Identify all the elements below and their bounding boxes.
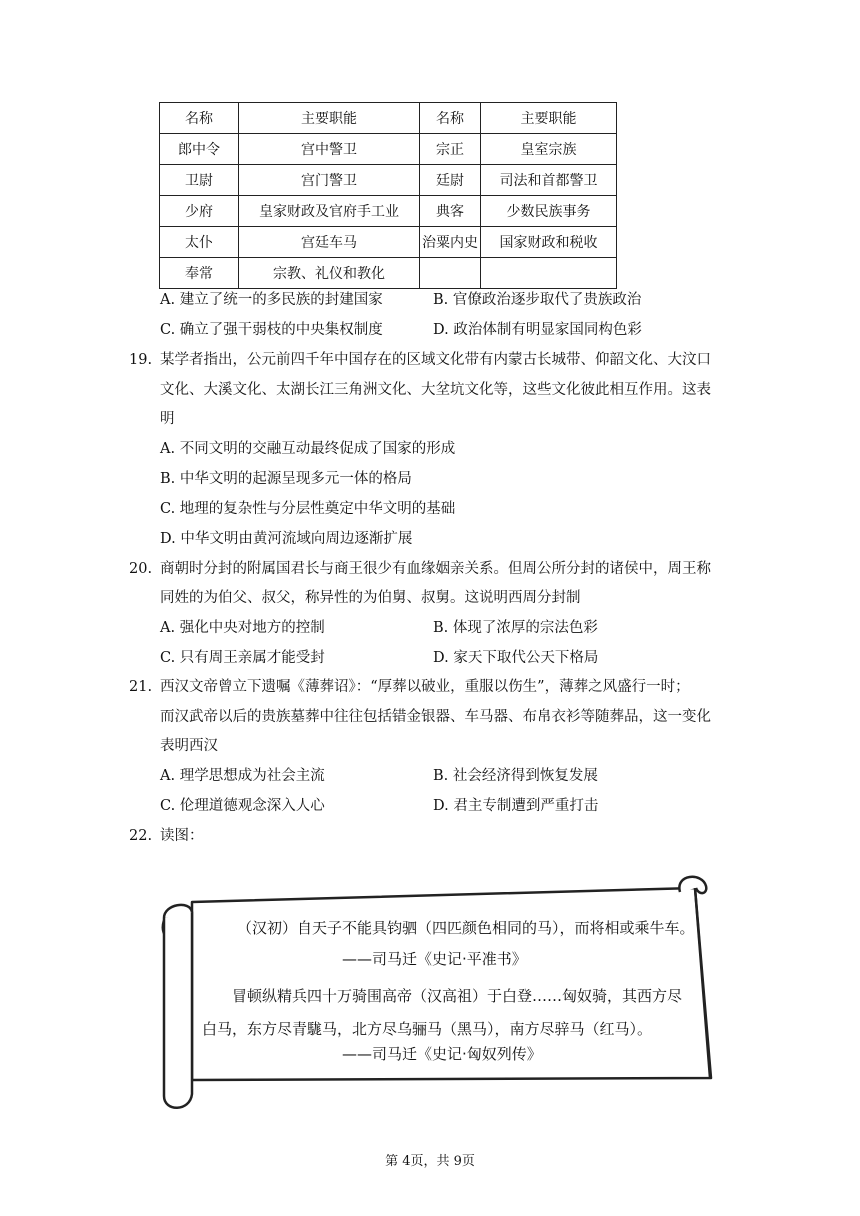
table-cell: 少府 <box>160 196 239 227</box>
table-cell: 皇室宗族 <box>481 134 617 165</box>
page-footer: 第 4页，共 9页 <box>385 1154 475 1169</box>
q19-option-a: A. 不同文明的交融互动最终促成了国家的形成 <box>160 441 456 457</box>
q19-option-d: D. 中华文明由黄河流域向周边逐渐扩展 <box>160 531 413 547</box>
q22-stem: 读图： <box>160 828 204 844</box>
table-cell: 郎中令 <box>160 134 239 165</box>
q20-option-c: C. 只有周王亲属才能受封 <box>160 650 325 666</box>
table-cell: 主要职能 <box>239 103 420 134</box>
table-cell: 宗正 <box>420 134 481 165</box>
officials-table <box>159 102 617 289</box>
q20-stem-line: 商朝时分封的附属国君长与商王很少有血缘姻亲关系。但周公所分封的诸侯中，周王称 <box>160 561 711 577</box>
table-row <box>160 134 617 165</box>
table-cell: 治粟内史 <box>420 227 481 258</box>
table-cell: 宗教、礼仪和教化 <box>239 258 420 289</box>
q18-option-b: B. 官僚政治逐步取代了贵族政治 <box>433 292 642 308</box>
q21-option-d: D. 君主专制遭到严重打击 <box>433 798 599 814</box>
table-row <box>160 165 617 196</box>
table-cell: 少数民族事务 <box>481 196 617 227</box>
scroll-quote-1: （汉初）自天子不能具钧驷（四匹颜色相同的马），而将相或乘牛车。 <box>237 919 695 937</box>
q19-stem-line: 明 <box>160 411 175 427</box>
table-cell: 宫中警卫 <box>239 134 420 165</box>
table-cell: 卫尉 <box>160 165 239 196</box>
q20-option-b: B. 体现了浓厚的宗法色彩 <box>433 620 598 636</box>
table-cell: 宫廷车马 <box>239 227 420 258</box>
table-row <box>160 196 617 227</box>
q21-option-c: C. 伦理道德观念深入人心 <box>160 798 325 814</box>
table-cell: 太仆 <box>160 227 239 258</box>
scroll-source-1: ——司马迁《史记·平准书》 <box>342 950 527 968</box>
q19-option-b: B. 中华文明的起源呈现多元一体的格局 <box>160 471 412 487</box>
table-row <box>160 258 617 289</box>
table-row <box>160 227 617 258</box>
table-cell <box>420 258 481 289</box>
table-cell: 皇家财政及官府手工业 <box>239 196 420 227</box>
q18-option-c: C. 确立了强干弱枝的中央集权制度 <box>160 322 383 338</box>
q21-option-b: B. 社会经济得到恢复发展 <box>433 768 598 784</box>
q21-stem-line: 西汉文帝曾立下遗嘱《薄葬诏》：“厚葬以破业，重服以伤生”，薄葬之风盛行一时； <box>160 679 690 695</box>
table-header-row <box>160 103 617 134</box>
q20-number: 20. <box>129 561 153 577</box>
q18-option-d: D. 政治体制有明显家国同构色彩 <box>433 322 642 338</box>
q19-option-c: C. 地理的复杂性与分层性奠定中华文明的基础 <box>160 501 456 517</box>
q20-stem-line: 同姓的为伯父、叔父，称异性的为伯舅、叔舅。这说明西周分封制 <box>160 590 581 606</box>
table-cell: 名称 <box>160 103 239 134</box>
q20-option-a: A. 强化中央对地方的控制 <box>160 620 325 636</box>
scroll-quote-2-line-1: 冒顿纵精兵四十万骑围高帝（汉高祖）于白登……匈奴骑，其西方尽 <box>232 987 683 1005</box>
scroll-quote-2-line-2: 白马，东方尽青駹马，北方尽乌骊马（黑马），南方尽骍马（红马）。 <box>202 1020 653 1038</box>
q21-stem-line: 表明西汉 <box>160 738 218 754</box>
table-cell: 主要职能 <box>481 103 617 134</box>
q21-option-a: A. 理学思想成为社会主流 <box>160 768 325 784</box>
q20-option-d: D. 家天下取代公天下格局 <box>433 650 599 666</box>
table-cell: 名称 <box>420 103 481 134</box>
table-cell <box>481 258 617 289</box>
table-cell: 宫门警卫 <box>239 165 420 196</box>
scroll-source-2: ——司马迁《史记·匈奴列传》 <box>342 1045 542 1063</box>
q19-stem-line: 某学者指出，公元前四千年中国存在的区域文化带有内蒙古长城带、仰韶文化、大汶口 <box>160 352 711 368</box>
q18-option-a: A. 建立了统一的多民族的封建国家 <box>160 292 383 308</box>
q22-number: 22. <box>129 828 153 844</box>
q19-number: 19. <box>129 352 153 368</box>
table-cell: 司法和首都警卫 <box>481 165 617 196</box>
table-cell: 典客 <box>420 196 481 227</box>
table-cell: 廷尉 <box>420 165 481 196</box>
q21-number: 21. <box>129 679 153 695</box>
q19-stem-line: 文化、大溪文化、太湖长江三角洲文化、大坌坑文化等，这些文化彼此相互作用。这表 <box>160 382 711 398</box>
table-cell: 奉常 <box>160 258 239 289</box>
table-cell: 国家财政和税收 <box>481 227 617 258</box>
q21-stem-line: 而汉武帝以后的贵族墓葬中往往包括错金银器、车马器、布帛衣衫等随葬品，这一变化 <box>160 709 711 725</box>
